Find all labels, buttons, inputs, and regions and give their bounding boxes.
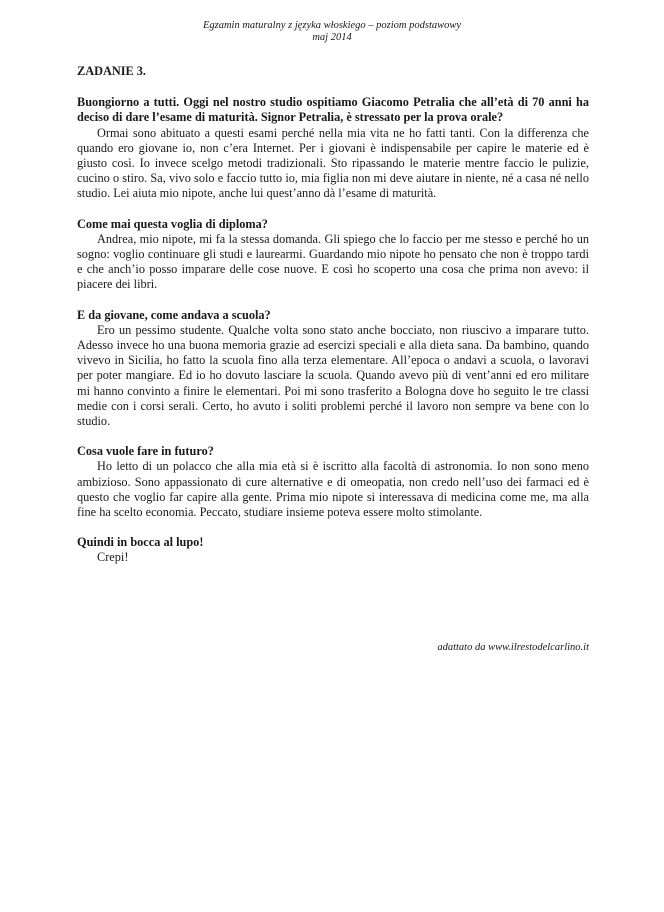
interview-section-5 (77, 535, 589, 565)
interview-question: Cosa vuole fare in futuro? (77, 444, 214, 459)
interview-question: Buongiorno a tutti. Oggi nel nostro studio ospitiamo Giacomo Petralia che all’età di 70 anni ha deciso di dare l’esame di maturità. Signor Petralia, è stressato per la prova orale? (77, 95, 589, 125)
interview-question: Quindi in bocca al lupo! (77, 535, 204, 550)
document-body (77, 64, 589, 581)
interview-section-2 (77, 217, 589, 293)
interview-section-3 (77, 308, 589, 430)
interview-answer: Ho letto di un polacco che alla mia età si è iscritto alla facoltà di astronomia. Io non sono meno ambizioso. Sono appassionato di cure alternative e di omeopatia, non credo nell’uso dei farmaci ed è questo che voglio far capire alla gente. Prima mio nipote si interessava di medicina come me, ma alla fine ha scelto economia. Peccato, studiare insieme poteva essere molto stimolante. (77, 459, 589, 520)
interview-question: Come mai questa voglia di diploma? (77, 216, 268, 231)
interview-answer: Ormai sono abituato a questi esami perché nella mia vita ne ho fatti tanti. Con la differenza che quando ero giovane io, non c’era Internet. Per i giovani è indispensabile per capire le materie ed è giusto così. Io invece scelgo metodi tradizionali. Sto ripassando le materie mentre faccio le pulizie, cucino o stiro. Sa, vivo solo e faccio tutto io, mia figlia non mi deve aiutare in niente, né a casa né nello studio. Lei aiuta mio nipote, anche lui quest’anno dà l’esame di maturità. (77, 125, 589, 201)
task-title: ZADANIE 3. (77, 64, 147, 78)
source-attribution: adattato da www.ilrestodelcarlino.it (437, 642, 589, 653)
exam-date: maj 2014 (312, 32, 352, 43)
interview-answer: Ero un pessimo studente. Qualche volta sono stato anche bocciato, non riuscivo a imparare tutto. Adesso invece ho una buona memoria grazie ad esercizi speciali e alla dieta sana. Da bambino, quando vivevo in Sicilia, ho fatto la scuola fino alla terza elementare. All’epoca o andavi a scuola, o lavoravi per poter mangiare. Ed io ho dovuto lasciare la scuola. Quando avevo più di vent’anni ed ero militare mi hanno convinto a finire le elementari. Poi mi sono trasferito a Bologna dove ho seguito le tre classi medie con i corsi serali. Certo, ho avuto i soliti problemi perché il lavoro non sempre va bene con lo studio. (77, 322, 589, 429)
interview-answer: Crepi! (97, 550, 129, 565)
interview-section-4 (77, 444, 589, 520)
interview-answer: Andrea, mio nipote, mi fa la stessa domanda. Gli spiego che lo faccio per me stesso e perché ho un sogno: voglio continuare gli studi e laurearmi. Guardando mio nipote ho pensato che non è troppo tardi e che anch’io posso imparare delle cose nuove. E così ho scoperto una cosa che prima non avevo: il piacere dei libri. (77, 231, 589, 292)
page-header (0, 20, 664, 44)
exam-title: Egzamin maturalny z języka włoskiego – poziom podstawowy (202, 20, 462, 31)
interview-question: E da giovane, come andava a scuola? (77, 307, 271, 322)
interview-section-1 (77, 95, 589, 201)
